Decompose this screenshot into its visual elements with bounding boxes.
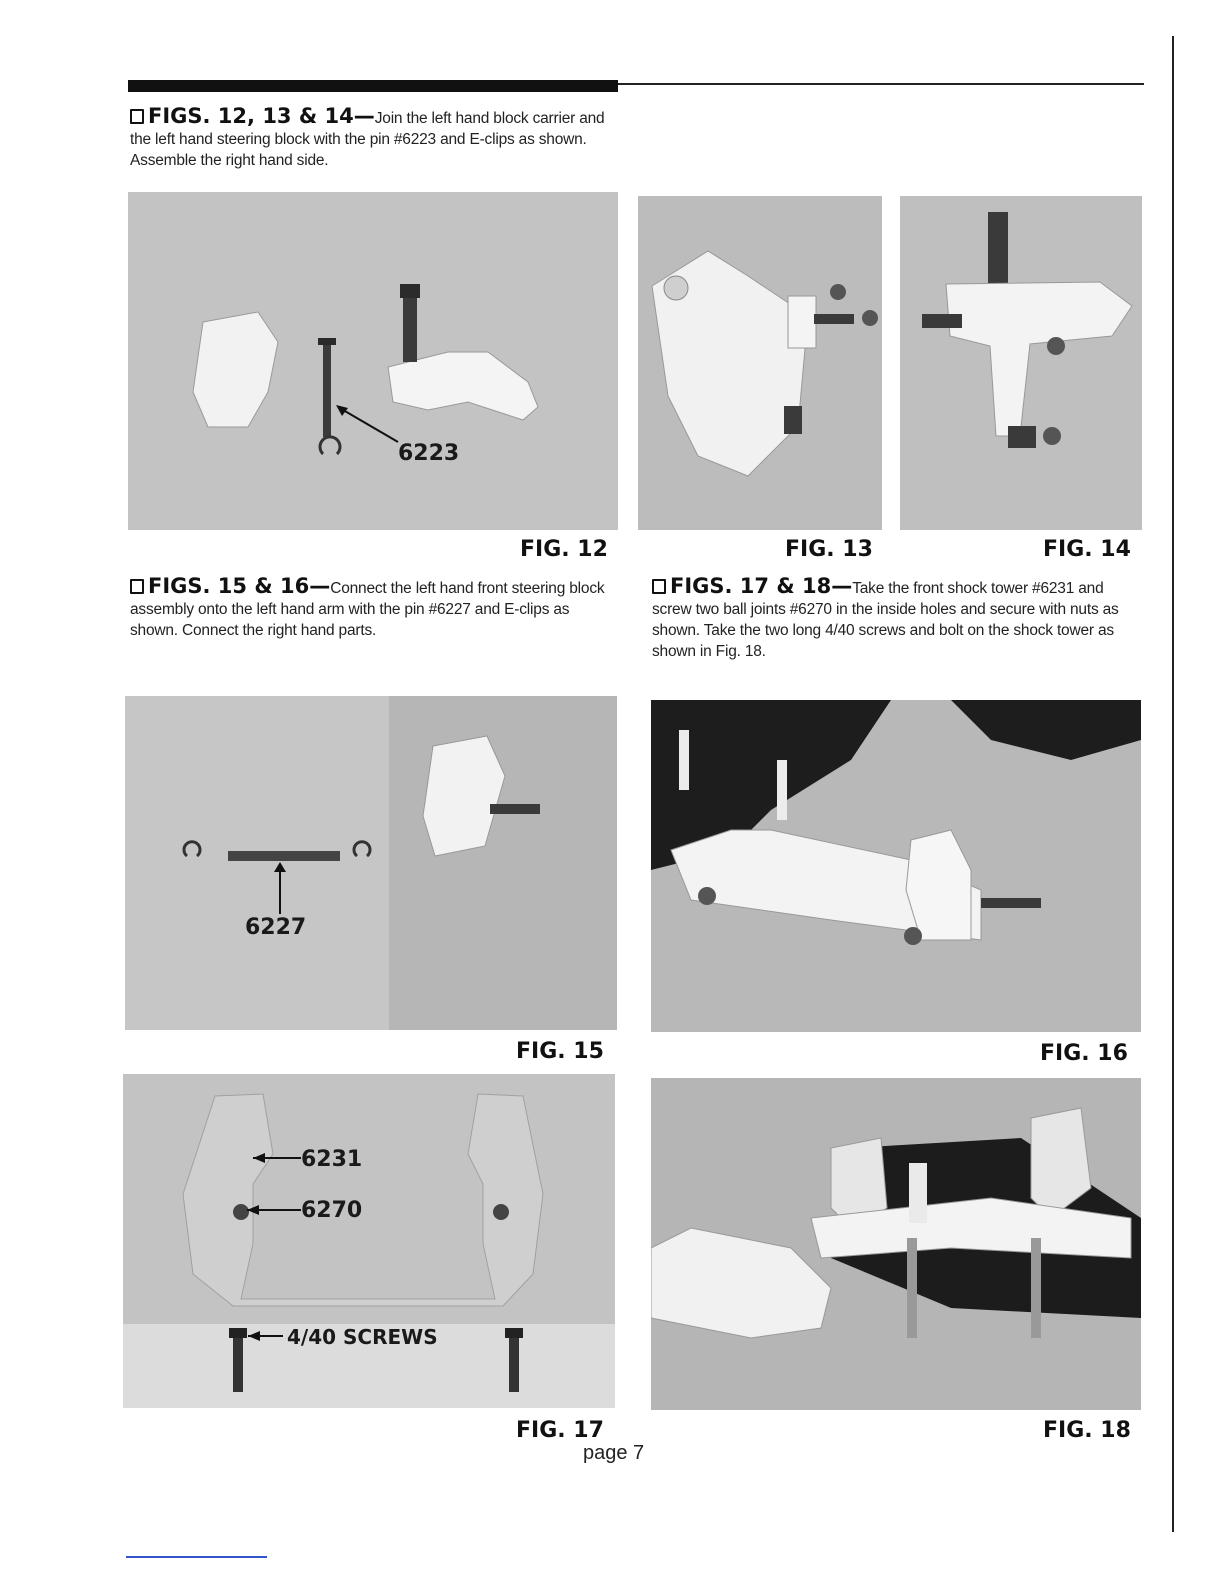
fig13-photo: [638, 196, 882, 530]
checkbox-icon[interactable]: [652, 579, 666, 594]
header-rule-thin: [618, 83, 1144, 85]
page-number: page 7: [583, 1442, 645, 1464]
fig17-tower-label: 6231: [301, 1147, 363, 1172]
header-rule-thick: [128, 80, 618, 92]
fig17-photo: [123, 1074, 615, 1408]
fig14-photo: [900, 196, 1142, 530]
instruction-figs-12-14: [130, 106, 620, 171]
fig18-photo: [651, 1078, 1141, 1410]
fig16-photo: [651, 700, 1141, 1032]
instruction-figs-15-16: [130, 576, 620, 641]
fig12-part-label: 6223: [398, 441, 460, 466]
fig17-screws-label: 4/40 SCREWS: [287, 1325, 438, 1349]
fig15-part-label: 6227: [245, 915, 307, 940]
fig15-caption: FIG. 15: [516, 1039, 604, 1064]
fig13-caption: FIG. 13: [785, 537, 873, 562]
fig17-joint-label: 6270: [301, 1198, 363, 1223]
fig16-caption: FIG. 16: [1040, 1041, 1128, 1066]
fig12-photo: [128, 192, 618, 530]
instruction-text: Take the front shock tower #6231 and screw two ball joints #6270 in the inside holes and secure with nuts as shown. Take the two long 4/40 screws and bolt on the shock tower as shown in Fig. 18.: [652, 580, 1119, 660]
fig15-photo: [125, 696, 617, 1030]
instruction-heading: FIGS. 12, 13 & 14—: [148, 104, 375, 128]
instruction-heading: FIGS. 15 & 16—: [148, 574, 331, 598]
checkbox-icon[interactable]: [130, 579, 144, 594]
fig17-caption: FIG. 17: [516, 1418, 604, 1443]
instruction-heading: FIGS. 17 & 18—: [670, 574, 853, 598]
right-margin-rule: [1172, 36, 1174, 1532]
instruction-text: Connect the left hand front steering block assembly onto the left hand arm with the pin #6227 and E-clips as shown. Connect the right hand parts.: [130, 580, 605, 639]
fig14-caption: FIG. 14: [1043, 537, 1131, 562]
checkbox-icon[interactable]: [130, 109, 144, 124]
instruction-text: Join the left hand block carrier and the left hand steering block with the pin #6223 and E-clips as shown. Assemble the right hand side.: [130, 110, 605, 169]
fig12-caption: FIG. 12: [520, 537, 608, 562]
fig18-caption: FIG. 18: [1043, 1418, 1131, 1443]
instruction-figs-17-18: [652, 576, 1142, 662]
footer-link-rule[interactable]: [126, 1556, 267, 1558]
